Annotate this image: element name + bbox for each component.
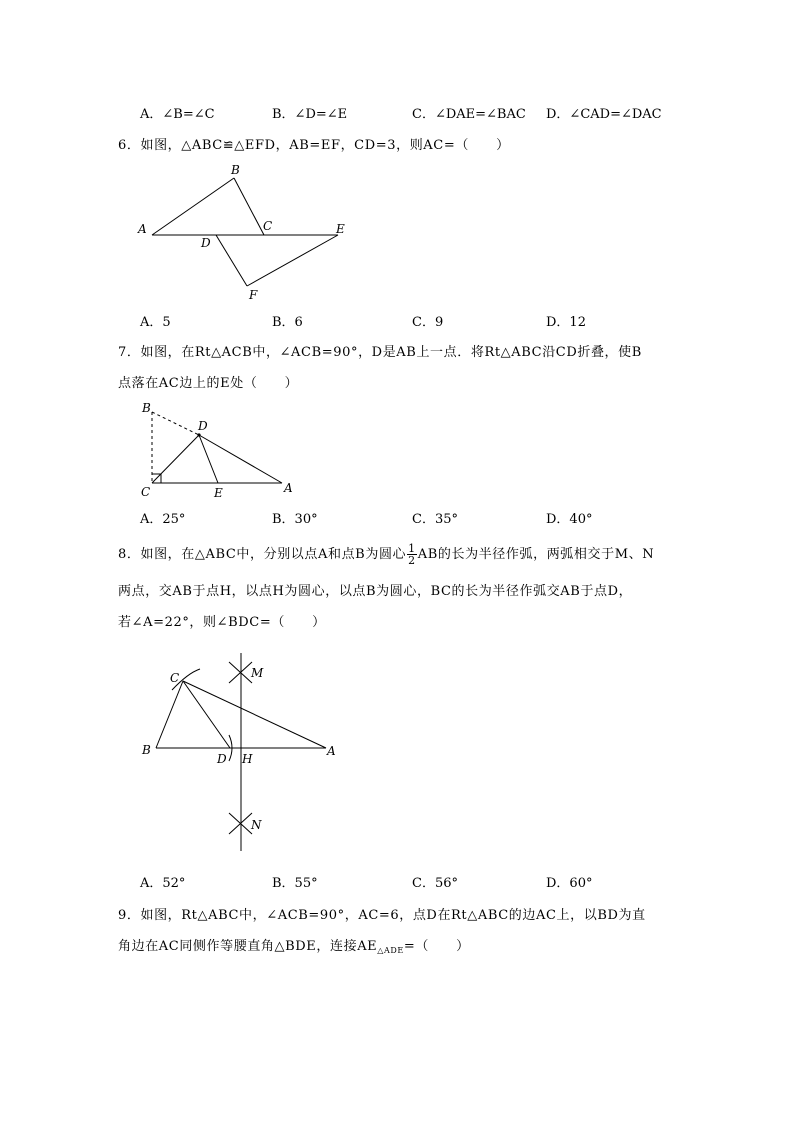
- q6-option-a[interactable]: A．5: [140, 315, 171, 330]
- q8-stem-line1-part2: AB的长为半径作弧，两弧相交于M、N: [417, 547, 655, 562]
- q6-label-d: D: [201, 236, 211, 250]
- q7-label-d: D: [198, 419, 208, 433]
- q6-label-b: B: [231, 163, 240, 177]
- q9-stem-subscript: △ADE: [377, 946, 404, 955]
- q8-fraction: [407, 543, 417, 566]
- q7-option-d[interactable]: D．40°: [546, 512, 593, 527]
- q8-seg-bc: [156, 681, 183, 748]
- q8-option-a[interactable]: A．52°: [140, 876, 186, 891]
- q7-label-b: B: [142, 401, 151, 415]
- q8-option-b[interactable]: B．55°: [272, 876, 318, 891]
- q9-stem-line2: [118, 935, 470, 955]
- q6-seg-df: [216, 235, 247, 286]
- q8-label-n: N: [251, 818, 262, 832]
- q7-stem-line1: 7．如图，在Rt△ACB中，∠ACB=90°，D是AB上一点．将Rt△ABC沿CD折叠，使B: [118, 345, 642, 360]
- q6-label-c: C: [263, 219, 273, 233]
- q7-label-e: E: [214, 486, 223, 500]
- q8-fraction-numerator: 1: [408, 542, 416, 555]
- q8-stem-line2: 两点，交AB于点H，以点H为圆心，以点B为圆心，BC的长为半径作弧交AB于点D，: [118, 584, 633, 599]
- q8-option-d[interactable]: D．60°: [546, 876, 593, 891]
- q6-option-c[interactable]: C．9: [412, 315, 444, 330]
- q7-point-d: [197, 433, 200, 436]
- q5-options: [140, 103, 700, 121]
- q8-fraction-denominator: 2: [408, 554, 416, 567]
- q8-stem-line1-part1: 8．如图，在△ABC中，分别以点A和点B为圆心: [118, 547, 407, 562]
- q8-options: [140, 872, 700, 890]
- q7-label-c: C: [141, 485, 151, 499]
- q5-option-d[interactable]: D．∠CAD=∠DAC: [546, 107, 662, 122]
- q6-label-f: F: [249, 288, 258, 302]
- q7-seg-bd-dashed: [152, 412, 199, 435]
- q5-option-b[interactable]: B．∠D=∠E: [272, 107, 348, 122]
- q6-stem: 6．如图，△ABC≌△EFD，AB=EF，CD=3，则AC=（ ）: [118, 138, 510, 153]
- q6-seg-ab: [152, 178, 234, 235]
- q7-seg-da: [199, 435, 282, 483]
- q9-stem-line1: 9．如图，Rt△ABC中，∠ACB=90°，AC=6，点D在Rt△ABC的边AC上，以BD为直: [118, 908, 646, 923]
- q6-seg-bc: [234, 178, 264, 235]
- q7-seg-de: [199, 435, 218, 483]
- q8-seg-cd: [183, 681, 230, 748]
- q6-seg-fe: [247, 235, 338, 286]
- q8-seg-ca: [183, 681, 326, 748]
- q5-option-c[interactable]: C．∠DAE=∠BAC: [412, 107, 526, 122]
- q6-options: [140, 311, 700, 329]
- q8-label-a: A: [327, 744, 336, 758]
- q9-stem-line2-part2: =（ ）: [403, 939, 470, 954]
- q7-stem-line2: 点落在AC边上的E处（ ）: [118, 376, 299, 391]
- q7-seg-cd: [152, 435, 199, 483]
- q5-option-a[interactable]: A．∠B=∠C: [140, 107, 215, 122]
- q8-label-h: H: [242, 752, 253, 766]
- q6-label-e: E: [336, 222, 345, 236]
- q8-label-d: D: [217, 752, 227, 766]
- q7-label-a: A: [284, 481, 293, 495]
- q8-figure: [130, 645, 350, 860]
- q9-stem-line2-part1: 角边在AC同侧作等腰直角△BDE，连接AE: [118, 939, 378, 954]
- q8-label-c: C: [170, 671, 180, 685]
- q8-option-c[interactable]: C．56°: [412, 876, 458, 891]
- q6-option-b[interactable]: B．6: [272, 315, 303, 330]
- q8-label-b: B: [142, 743, 151, 757]
- q7-option-b[interactable]: B．30°: [272, 512, 318, 527]
- q7-options: [140, 508, 700, 526]
- q6-option-d[interactable]: D．12: [546, 315, 586, 330]
- q8-stem-line1: [118, 543, 654, 566]
- q7-option-c[interactable]: C．35°: [412, 512, 458, 527]
- q6-label-a: A: [138, 222, 147, 236]
- q7-option-a[interactable]: A．25°: [140, 512, 186, 527]
- q7-figure: [130, 398, 310, 503]
- q8-stem-line3: 若∠A=22°，则∠BDC=（ ）: [118, 615, 326, 630]
- q8-label-m: M: [251, 666, 264, 680]
- q6-figure: [130, 160, 360, 305]
